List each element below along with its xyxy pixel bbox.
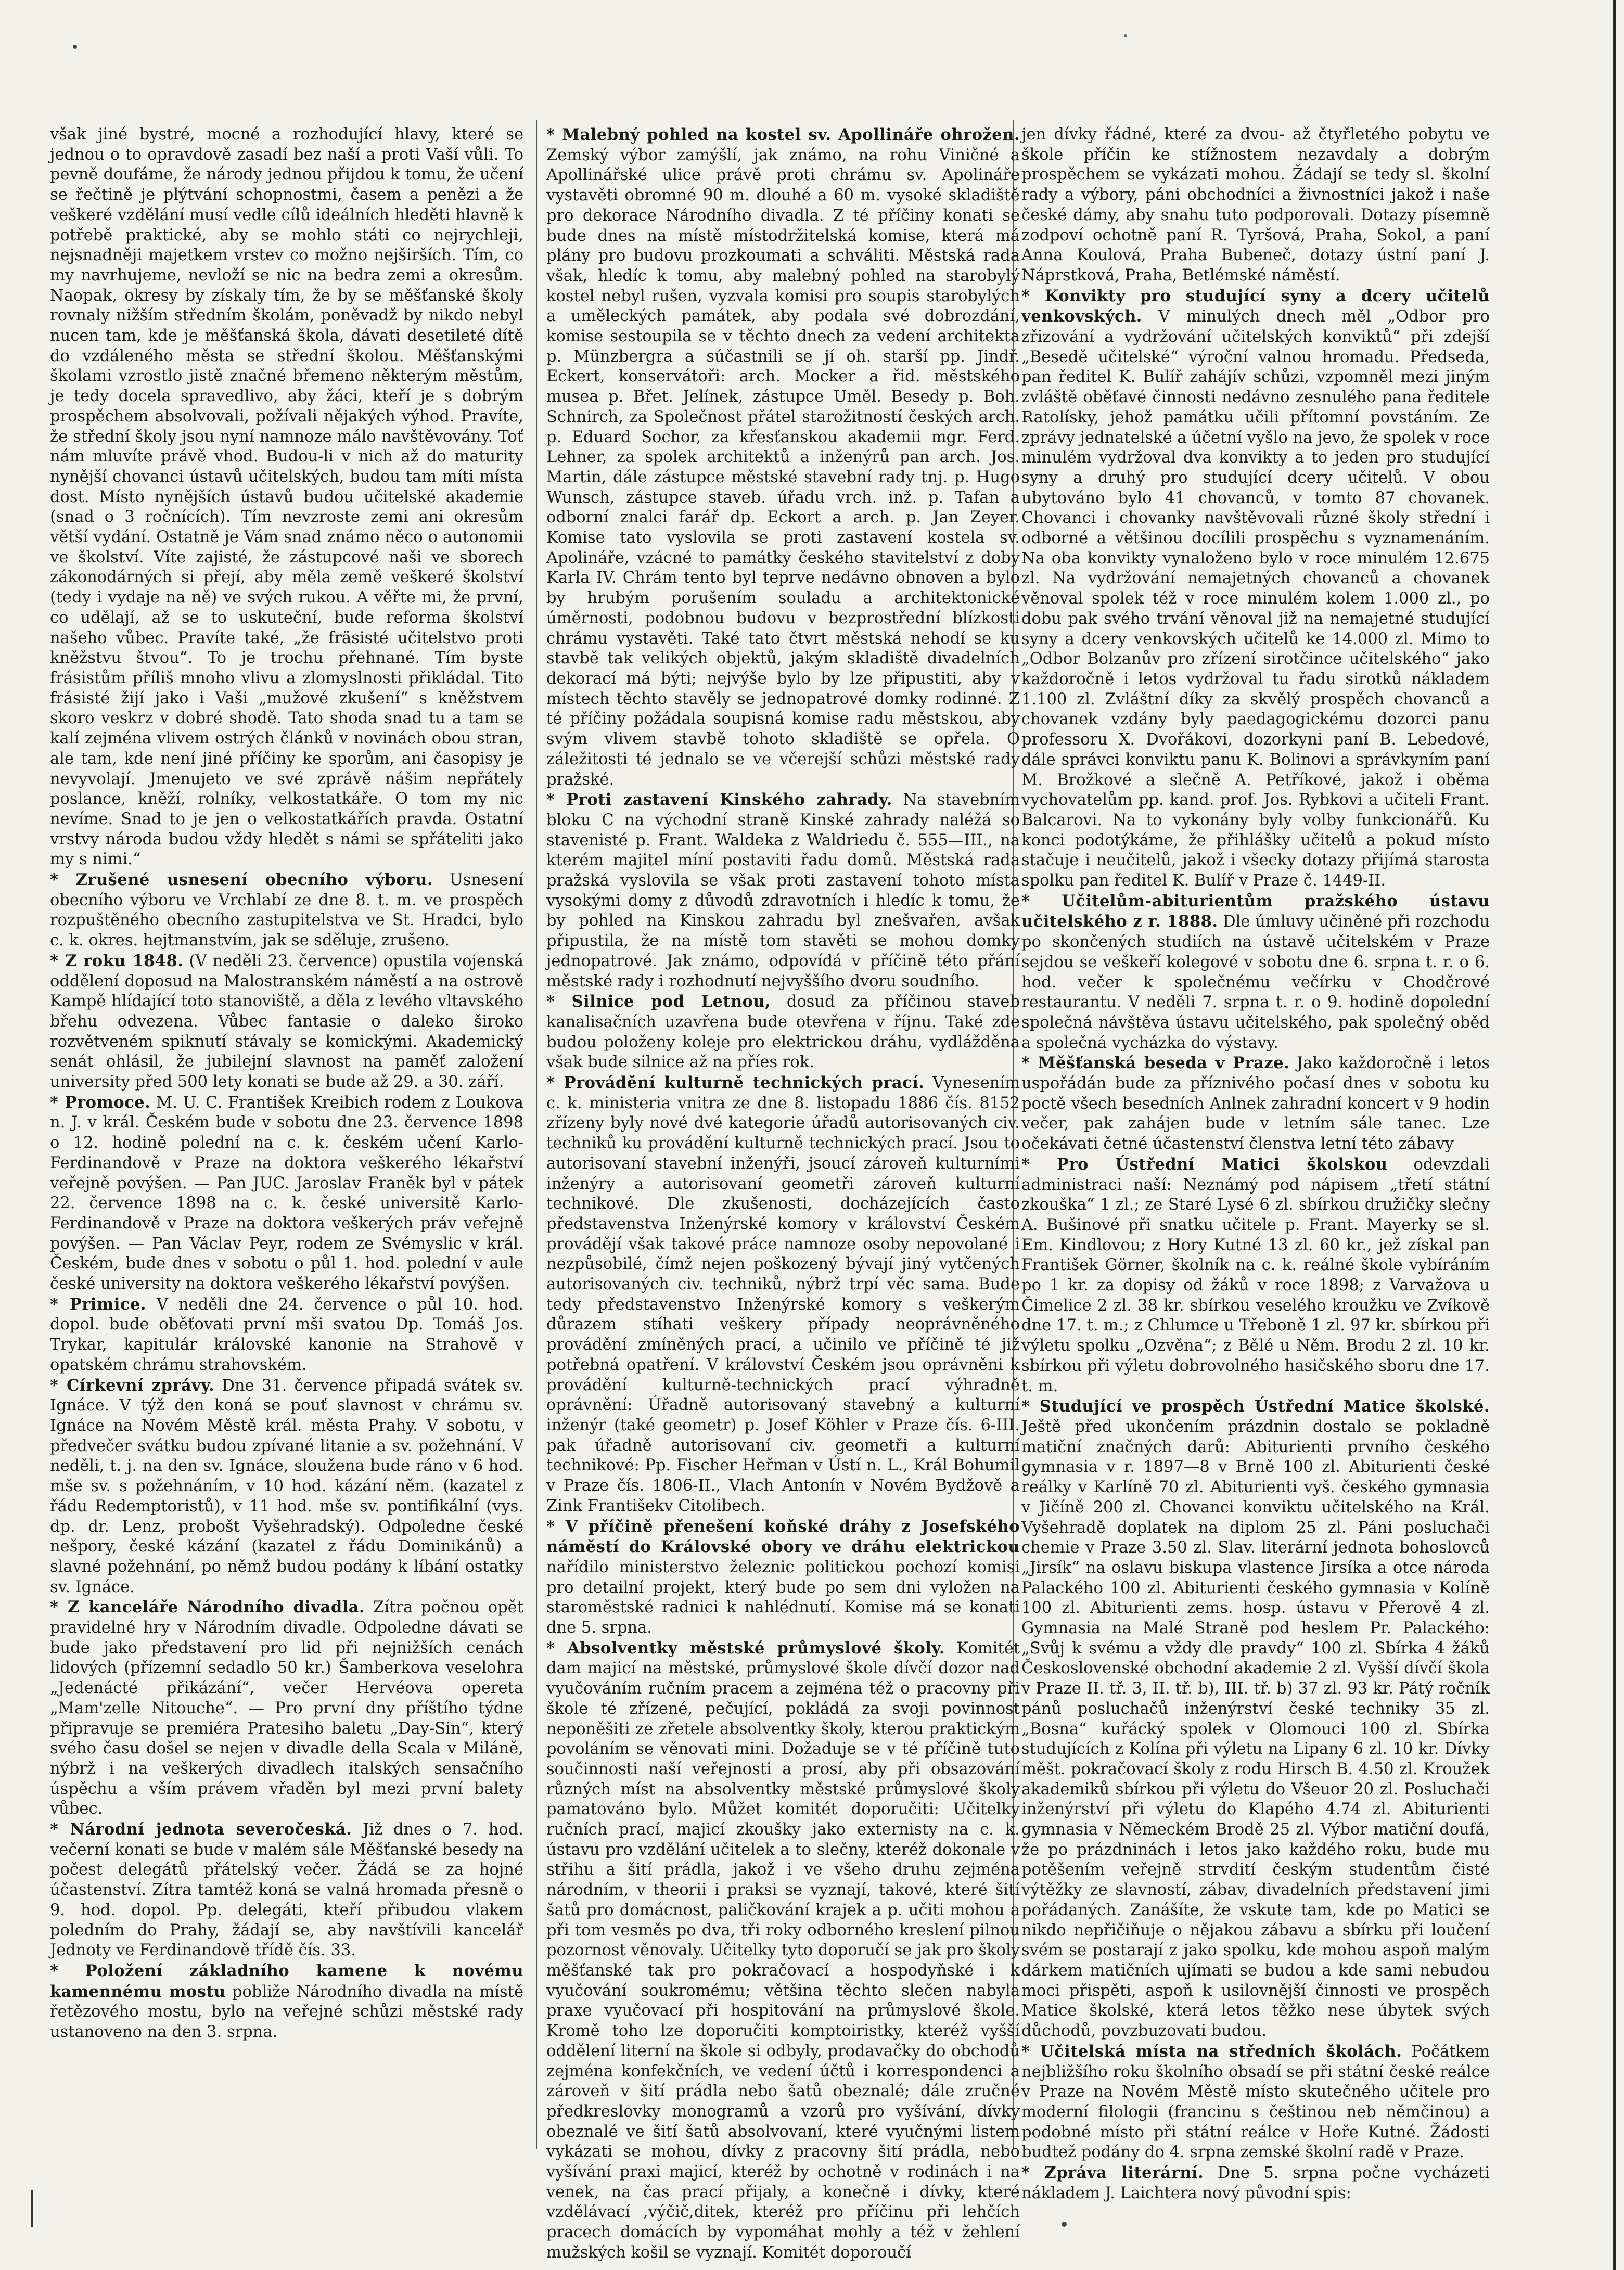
article-body: Vynesením c. k. ministeria vnitra ze dne 8. listopadu 1886 čís. 8152 zřízeny byly nové dvé kategorie úřadů autorisovaných civ. techniků ku provádění kulturně technických prací. Jsou to autorisovaní stavební inženýři, jsoucí zároveň kulturními inženýry a autorisovaní geometři zároveň kulturní technikové. Dle zkušenosti, docházejících často představenstva Inženýrské komory v království Českém provádějí však takové práce namnoze osoby nepovolané i nezpůsobilé, čímž nejen poškozený bývají jiný vytčených autorisovaných civ. techniků, nýbrž trpí věc sama. Bude tedy představenstvo Inženýrské komory s veškerým důrazem stíhati veškery případy neoprávněného provádění zmíněných prací, a učinilo ve příčině té již potřebná opatření. V království Českém jsou oprávněni k provádění kulturně-technických prací výhradně oprávnění: Úřadně autorisovaný stavebný a kulturní inženýr (také geometr) p. Josef Köhler v Praze čís. 6-III. pak úřadně autorisovaní civ. geometři a kulturní technikové: Pp. Fischer Heřman v Ústí n. L., Král Bohumil v Praze čís. 1806-II., Vlach Antonín v Novém Bydžově a Zink Františekv Citolibech. <box>546 1074 1020 1515</box>
article-body: odevzdali administraci naší: Neznámý pod nápisem „třetí státní zkouška“ 1 zl.; ze Staré Lysé 6 zl. sbírkou družičky slečny A. Bušinové při snatku učitele p. Frant. Mayerky se sl. Em. Kindlovou; z Hory Kutné 13 zl. 60 kr., jež získal pan František Görner, školník na c. k. reálné škole vybíráním po 1 kr. za dopisy od žáků v roce 1898; z Varvažova u Čimelice 2 zl. 38 kr. sbírkou veselého kroužku ve Zvíkově dne 17. t. m.; z Chlumce u Třeboně 1 zl. 97 kr. sbírkou při výletu spolku „Ozvěna“; z Bělé u Něm. Brodu 2 zl. 10 kr. sbírkou při výletu dobrovolného hasičského sboru dne 17. t. m. <box>1021 1155 1490 1395</box>
article-body: Usnesení obecního výboru ve Vrchlabí ze dne 8. t. m. ve prospěch rozpuštěného obecního zastupitelstva ve St. Hradci, bylo c. k. okres. hejtmanstvím, jak se sděluje, zrušeno. <box>50 871 523 950</box>
article-paragraph <box>50 1819 523 1961</box>
column-divider <box>536 120 537 2149</box>
article-body: Dne 31. července připadá svátek sv. Ignáce. V týž den koná se pouť slavnost v chrámu sv. Ignáce na Novém Městě král. města Prahy. V sobotu, v předvečer svátku budou zpívané litanie a sv. požehnání. V neděli, t. j. na den sv. Ignáce, sloužena bude ráno v 6 hod. mše sv. s požehnáním, v 10 hod. kázání něm. (kazatel z řádu Redemptoristů), v 11 hod. mše sv. pontifikální (vys. dp. dr. Lenz, probošt Vyšehradský). Odpoledne české nešpory, české kázání (kazatel z řádu Dominikánů) a slavné požehnání, po němž budou podány k líbání ostatky sv. Ignáce. <box>50 1376 523 1596</box>
article-heading: * Národní jednota severočeská. <box>50 1820 352 1839</box>
article-heading: * Položení základního kamene k novému kamennému mostu <box>50 1961 523 2001</box>
article-body: Ještě před ukončením prázdnin dostalo se pokladně matiční značných darů: Abiturienti prvního českého gymnasia v r. 1897—8 v Brně 100 zl. Abiturienti české reálky v Karlíně 70 zl. Abiturienti vyš. českého gymnasia v Jičíně 200 zl. Chovanci konviktu učitelského na Král. Vyšehradě doplatek na diplom 25 zl. Páni posluchači chemie v Praze 3.50 zl. Slav. literární jednota bohoslovců „Jirsík“ na oslavu biskupa vlastence Jirsíka a otce národa Palackého 100 zl. Abiturienti českého gymnasia v Kolíně 100 zl. Abiturienti zems. hosp. ústavu v Přerově 4 zl. Gymnasia na Malé Straně pod heslem Pr. Palackého: „Svůj k svému a vždy dle pravdy“ 100 zl. Sbírka 4 žáků Československé obchodní akademie 2 zl. Vyšší dívčí škola v Praze II. tř. 3, II. tř. b), III. tř. b) 37 zl. 93 kr. Pátý ročník pánů posluchačů inženýrství české techniky 35 zl. „Bosna“ kuřácký spolek v Olomouci 100 zl. Sbírka studujících z Kolína při výletu na Lipany 6 zl. 10 kr. Dívky měšt. pokračovací školy z rodu Hirsch B. 4.50 zl. Kroužek akademiků sbírkou při výletu do Všeuor 20 zl. Posluchači inženýrství při výletu do Klapého 4.74 zl. Abiturienti gymnasia v Německém Brodě 25 zl. Výbor matiční doufá, že po prázdninách i letos jako každého roku, bude mu potěšením veřejně strvdití českým studentům čisté výtěžky ze slavností, zábav, divadelních představení jimi pořádaných. Zanášíte, že vskute tam, kde po Matici se nikdo nepřičiňuje o nějakou zábavu a sbírku při loučení svém se postarají z jako spolku, kde mohou aspoň malým dárkem matičních ujímati se budou a kde sami nebudou moci přispěti, aspoň k usilovnější činnosti ve prospěch Matice školské, která letos těžko nese úbytek svých důchodů, povzbuzovati budou. <box>1021 1418 1490 2041</box>
ink-speck <box>73 45 77 49</box>
article-body: Dle úmluvy učiněné při rozchodu po skončených studiích na ústavě učitelském v Praze sejdou se veškeří kolegové v sobotu dne 6. srpna t. r. o 6. hod. večer k společnému večírku v Chodčrové restaurantu. V neděli 7. srpna t. r. o 9. hodině dopolední společná návštěva ústavu učitelského, pak společný oběd a společná vycházka do výstavy. <box>1021 913 1490 1052</box>
article-heading: * Primice. <box>50 1294 146 1314</box>
page-edge-rule <box>1613 0 1616 2270</box>
article-heading: * Z kanceláře Národního divadla. <box>50 1598 365 1617</box>
article-heading: * Zpráva literární. <box>1021 2163 1204 2183</box>
article-heading: * Promoce. <box>50 1093 151 1112</box>
article-paragraph <box>50 1597 523 1819</box>
article-body: jen dívky řádné, které za dvou- až čtyřletého pobytu ve škole příčin ke stížnostem nezavdaly a dobrým prospěchem se vykázati mohou. Žádají se tedy sl. školní rady a výbory, páni obchodníci a živnostníci jakož i naše české dámy, aby snahu tuto podporovali. Dotazy písemně zodpoví ochotně paní R. Tyršová, Praha, Sokol, a paní Anna Koulová, Praha Bubeneč, dotazy ústní paní J. Náprstková, Praha, Betlémské náměstí. <box>1021 125 1490 285</box>
article-paragraph <box>546 125 1020 790</box>
article-paragraph <box>546 1517 1020 1638</box>
article-paragraph <box>50 1961 523 2043</box>
article-paragraph <box>546 790 1020 992</box>
article-paragraph <box>546 992 1020 1073</box>
article-body: dosud za příčinou staveb kanalisačních uzavřena bude otevřena v říjnu. Také zde budou položeny koleje pro elektrickou dráhu, vydlážděna však bude silnice až na příes rok. <box>546 993 1020 1072</box>
article-paragraph <box>50 1093 523 1294</box>
article-paragraph <box>50 1294 523 1376</box>
article-body: Zemský výbor zamýšlí, jak známo, na rohu Viničné a Apollinářské ulice právě proti chrámu sv. Apolináře vystavěti obromné 90 m. dlouhé a 60 m. vysoké skladiště pro dekorace Národního divadla. Z té příčiny konati se bude dnes na místě místodržitelská komise, která má plány pro budovu prozkoumati a schváliti. Městská rada však, hledíc k tomu, aby malebný pohled na starobylý kostel nebyl rušen, vyzvala komisi pro soupis starobylých a uměleckých památek, aby podala své dobrozdání, komise sestoupila se v těchto dnech za vedení architekta p. Münzbergra a súčastnili se jí oh. starší pp. Jindř. Eckert, konservátoři: arch. Mocker a řid. městského musea p. Břet. Jelínek, zástupce Uměl. Besedy p. Boh. Schnirch, za Společnost přátel starožitností českých arch. p. Eduard Sochor, za křesťanskou akademii mgr. Ferd. Lehner, za spolek architektů a inženýrů pan arch. Jos. Martin, dále zástupce městské stavební rady tnj. p. Hugo Wunsch, zástupce staveb. úřadu vrch. inž. p. Tafan a odborní znalci farář dp. Eckort a arch. p. Jan Zeyer. Komise tato vyslovila se proti zastavení kostela sv. Apolináře, vzácné to památky českého stavitelství z doby Karla IV. Chrám tento byl teprve nedávno obnoven a bylo by hrubým porušením souladu a architektonické úměrnosti, podobnou budovu v bezprostřední blízkosti chrámu vystavěti. Také tato čtvrt městská nehodí se ku stavbě tak velikých objektů, jakým skladiště divadelních dekorací má býti; nejvýše bylo by lze připustiti, aby v místech těchto stavěly se jednopatrové domky rodinné. Z té příčiny požádala soupisná komise radu městskou, aby svým vlivem stavbě tohoto skladiště se opřela. O záležitosti té jednalo se ve včerejší schůzi městské rady pražské. <box>546 146 1020 789</box>
column-right <box>1021 125 1490 2202</box>
ink-speck <box>1062 2222 1067 2227</box>
article-paragraph <box>1021 1155 1490 1396</box>
article-heading: * Církevní zprávy. <box>50 1376 215 1395</box>
article-body: (V neděli 23. července) opustila vojenská oddělení doposud na Malostranském náměstí a na ostrově Kampě hlídající toto stanoviště, a děla z levého vltavského břehu odvezena. Vůbec fantasie o daleko široko rozvětveném spiknutí stávaly se komickými. Akademický senát ohlásil, že jubilejní slavnost na paměť založení university před 500 lety konati se bude až 29. a 30. září. <box>50 952 523 1092</box>
article-body: Dne 5. srpna počne vycházeti nákladem J. Laichtera nový původní spis: <box>1021 2164 1490 2202</box>
article-paragraph <box>50 125 523 870</box>
article-body: M. U. C. František Kreibich rodem z Loukova n. J. v král. Českém bude v sobotu dne 23. července 1898 o 12. hodině polední na c. k. českém učení Karlo-Ferdinandově v Praze na doktora veškerého lékařství veřejně povýšen. — Pan JUC. Jaroslav Franěk byl v pátek 22. července 1898 na c. k. české universitě Karlo-Ferdinandově v Praze na doktora veškerých práv veřejně povýšen. — Pan Václav Peyr, rodem ze Svémyslic v král. Českém, bude dnes v sobotu o půl 1. hod. polední v aule české university na doktora veškerého lékařství povýšen. <box>50 1093 523 1293</box>
article-paragraph <box>50 870 523 951</box>
article-body: pobliže Národního divadla na místě řetězového mostu, bylo na veřejné schůzi městské rady ustanoveno na den 3. srpna. <box>50 1982 523 2042</box>
article-paragraph <box>546 1073 1020 1516</box>
article-body: Již dnes o 7. hod. večerní konati se bude v malém sále Měšťanské besedy na počest delegátů přátelský večer. Žádá se za hojné účastenství. Zítra tamtéž koná se valná hromada přesně o 9. hod. dopol. Pp. delegáti, kteří přibudou vlakem poledním do Prahy, žádají se, aby navštívili kancelář Jednoty ve Ferdinandově třídě čís. 33. <box>50 1820 524 1960</box>
article-heading: * V příčině přenešení koňské dráhy z Josefského náměstí do Královské obory ve dráhu elektrickou <box>546 1517 1020 1557</box>
article-heading: * Malebný pohled na kostel sv. Apollináře ohrožen. <box>546 125 1020 144</box>
article-heading: * Měšťanská beseda v Praze. <box>1021 1054 1290 1073</box>
ink-speck <box>1124 34 1127 37</box>
article-heading: * Proti zastavení Kinského zahrady. <box>546 790 892 810</box>
article-body: však jiné bystré, mocné a rozhodující hlavy, které se jednou o to opravdově zasadí bez naší a proti Vaší vůli. To pevně doufáme, že národy jednou přijdou k tomu, že učení se řečtině je plýtvání schopnostmi, časem a penězi a že veškeré vzdělání musí vedle cílů ideálních hleděti hlavně k potřebě praktické, aby se mohlo státi co nejrychleji, nejsnadněji majetkem vrstev co možno nejširších. Tím, co my navrhujeme, nevloží se nic na bedra zemi a okresům. Naopak, okresy by získaly tím, že by se měšťanské školy rovnaly nižším středním školám, poněvadž by nikdo nebyl nucen tam, kde je měšťanská škola, dávati desetileté dítě do vzdáleného města se střední školou. Měšťanskými školami vzrostlo jistě značné břemeno některým městům, je tedy docela spravedlivo, aby žáci, kteří je s dobrým prospěchem absolvovali, požívali nějakých výhod. Pravíte, že střední školy jsou nyní namnoze málo navštěvovány. Toť nám mluvíte právě vhod. Budou-li v nich až do maturity nynější chovanci ústavů učitelských, budou tam míti místa dost. Místo nynějších ústavů budou učitelské akademie (snad o 3 ročnících). Tím nevzroste zemi ani okresům větší vydání. Ostatně je Vám snad známo něco o autonomii ve školství. Víte zajisté, že zástupcové naši ve sborech zákonodárných si přejí, aby měla země veškeré školství (tedy i vydaje na ně) ve svých rukou. A věřte mi, že první, co udělají, až se to uskuteční, bude reforma školství našeho vůbec. Pravíte také, „že fräsisté učitelstvo proti kněžstvu štvou“. To je trochu přehnané. Tím byste frásistům příliš mnoho vlivu a zlomyslnosti přikládal. Tito frásisté žijí jako i Vaši „mužové zkušení“ s kněžstvem skoro veskrz v dobré shodě. Tato shoda snad tu a tam se kalí zejména vlivem ostrých článků v novinách obou stran, ale tam, kde není jiné příčiny ke sporům, ani časopisy je nevyvolají. Jmenujeto ve své zprávě nášim nepřátely poslance, kněží, rolníky, velkostatkáře. O tom my nic nevíme. Snad to je jen o velkostatkářích pravda. Ostatní vrstvy národa budou vždy hledět s námi se spřáteliti jako my s nimi.“ <box>50 125 523 869</box>
article-body: Zítra počnou opět pravidelné hry v Národním divadle. Odpoledne dávati se bude jako představení pro lid při nejnižších cenách lidových (přízemní sedadlo 50 kr.) Šamberkova veselohra „Jedenácté přikázání“, večer Hervéova opereta „Mam'zelle Nitouche“. — Pro první dny příštího týdne připravuje se premiéra Pratesiho baletu „Day-Sin“, který svého času došel se nejen v divadle della Scala v Miláně, nýbrž i na veškerých divadlech italských sensačního úspěchu a vším právem vřaděn byl mezi první balety vůbec. <box>50 1598 523 1818</box>
article-body: Komitét dam majicí na městské, průmyslové škole dívčí dozor nad vyučováním ručním pracem a zejména též o pracovny při škole té zřízené, pečující, pokládá za svoji povinnost neponěšiti ze zřetele absolventky školy, kterou praktickým povoláním se věnovati mini. Dožaduje se v té příčině tuto součinnosti naší veřejnosti a prosí, aby při obsazování různých míst na absolventky městské průmyslové školy pamatováno bylo. Můžet komitét doporučiti: Učitelky ručních prací, majicí zkoušky jako externisty na c. k. ústavu pro vzdělání učitelek a to slečny, kteréž dokonale v střihu a šití prádla, jakož i ve všeho druhu zejména národním, v theorii i praksi se vyznají, takové, které šití šatů pro domácnost, paličkování krajek a p. učiti mohou a při tom vesměs po dva, tři roky odborného kreslení pilnou pozornost věnovaly. Učitelky tyto doporučí se jak pro školy měšťanské tak pro pokračovací a hospodyňské i k vyučování soukromému; většina těchto slečen nabyla praxe vyučovací při hospitování na průmyslové škole. Kromě toho lze doporučiti komptoiristky, kteréž vyšší oddělení literní na škole si odbyly, prodavačky do obchodů zejména konfekčních, ve vedení účtů i korrespondenci a zároveň v šití prádla nebo šatů obeznalé; dále zručné předkreslovky monogramů a vzorů pro vyšívání, dívky obeznalé ve šití šatů absolvovaní, které vyučnými listem vykázati se mohou, dívky z pracovny šití prádla, nebo vyšívání praxi majicí, kteréž by ochotně v rodinách i na venek, na čas prací přijaly, a konečně i dívky, které vzdělávací ,výčič,ditek, kteréž pro příčinu při lehčích pracech domácích by vypomáhat mohly a též v žehlení mužských košil se vyznají. Komitét doporoučí <box>546 1639 1020 2262</box>
article-heading: * Zrušené usnesení obecního výboru. <box>50 870 433 890</box>
article-heading: * Studující ve prospěch Ústřední Matice školské. <box>1021 1397 1490 1416</box>
article-paragraph <box>1021 891 1490 1054</box>
article-paragraph <box>1021 2042 1490 2163</box>
article-body: nařídilo ministerstvo železnic politickou pochozí komisi pro detailní projekt, který bude po sem dni vyložen na staroměstské radnici k nahlédnutí. Komise má se konati dne 5. srpna. <box>546 1558 1020 1637</box>
article-paragraph <box>546 1638 1020 2263</box>
article-body: Jako každoročně i letos uspořádán bude za příznivého počasí dnes v sobotu ku poctě všech besedních Anlnek zahradní koncert v 9 hodin večer, pak zahájen bude v letním sále tanec. Lze očekávati četné účastenství členstva letní této zábavy <box>1021 1054 1490 1153</box>
article-heading: * Pro Ústřední Matici školskou <box>1021 1155 1388 1174</box>
margin-mark <box>31 2190 33 2227</box>
article-body: V neděli dne 24. července o půl 10. hod. dopol. bude oběťovati první mši svatou Dp. Tomáš Jos. Trykar, kapitulár královské kanonie na Strahově v opatském chrámu strahovském. <box>50 1295 523 1374</box>
article-heading: * Silnice pod Letnou, <box>546 992 771 1011</box>
column-left <box>50 125 523 2154</box>
article-body: Počátkem nejbližšího roku školního obsadí se při státní české reálce v Praze na Novém Městě místo skutečného učitele pro moderní filologii (francinu s češtinou neb němčinou) a podobné místo při státní reálce v Hoře Kutné. Žádosti budtež podány do 4. srpna zemské školní radě v Praze. <box>1021 2042 1490 2162</box>
article-heading: * Absolventky městské průmyslové školy. <box>546 1638 945 1658</box>
article-body: V minulých dnech měl „Odbor pro zřizování a vydržování učitelských konviktů“ při zdejší „Besedě učitelské“ výroční valnou hromadu. Předseda, pan ředitel K. Bulíř zahájív schůzi, vzpomněl mezi jiným zvláště oběťavé činnosti nedávno zesnulého pana ředitele Ratolísky, jehož památku učili přítomní povstáním. Ze zprávy jednatelské a účetní vyšlo na jevo, že spolek v roce minulém vydržoval dva konvikty a to jeden pro studující syny a druhý pro studující dcery učitelů. V obou ubytováno bylo 41 chovanců, v tomto 87 chovanek. Chovanci i chovanky navštěvovali různé školy střední i odborné a většinou docílili prospěchu s vyznamenáním. Na oba konvikty vynaloženo bylo v roce minulém 12.675 zl. Na vydržování nemajetných chovanců a chovanek věnoval spolek též v roce minulém kolem 1.000 zl., po dobu pak svého trvání věnoval již na nemajetné studující syny a dcery venkovských učitelů ke 14.000 zl. Mimo to „Odbor Bolzanův pro zřízení sirotčince učitelského“ jako každoročně i letos vydržoval tu řadu sirotků nákladem 1.100 zl. Zvláštní díky za skvělý prospěch chovanců a chovanek vzdány byly paedagogickému dozorci panu professoru X. Dvořákovi, dozorkyni paní B. Lebedové, dále správci konviktu panu K. Bolinovi a správkyním paní M. Brožkové a slečně A. Petříkové, jakož i oběma vychovatelům pp. kand. prof. Jos. Rybkovi a učiteli Frant. Balcarovi. Na to vykonány byly volby funkcionářů. Ku konci podotýkáme, že přihlášky učitelů a pokud místo stačuje i neučitelů, jakož i všecky dotazy přijímá starosta spolku pan ředitel K. Bulíř v Praze č. 1449-II. <box>1021 307 1490 890</box>
article-paragraph <box>1021 125 1490 286</box>
article-heading: * Provádění kulturně technických prací. <box>546 1073 925 1093</box>
article-heading: * Z roku 1848. <box>50 951 184 970</box>
article-heading: * Konvikty pro studující syny a dcery učitelů venkovských. <box>1021 286 1490 326</box>
article-paragraph <box>1021 1053 1490 1155</box>
article-paragraph <box>1021 2163 1490 2203</box>
article-body: Na stavebním bloku C na východní straně Kinské zahrady naléžá so stavenisté p. Frant. Waldeka z Waldriedu č. 555—III., na kterém majitel míní postaviti řadu domů. Městská rada pražská vyslovila se však proti zastavení tohoto místa vysokými domy z důvodů zdravotních i hledíc k tomu, že by pohled na Kinskou zahradu byl znešvařen, avšak připustila, že na místě tom stavěti se mohou domky jednopatrové. Jak známo, odpovídá v příčině této přání městské rady i rozhodnutí nejvyššího dvoru soudního. <box>546 791 1020 991</box>
article-heading: * Učitelská místa na středních školách. <box>1021 2042 1402 2061</box>
article-heading: * Učitelům-abiturientům pražského ústavu učitelského z r. 1888. <box>1021 891 1490 931</box>
article-paragraph <box>1021 286 1490 891</box>
column-middle <box>546 125 1020 2262</box>
article-paragraph <box>50 1376 523 1598</box>
article-paragraph <box>50 951 523 1093</box>
article-paragraph <box>1021 1396 1490 2042</box>
